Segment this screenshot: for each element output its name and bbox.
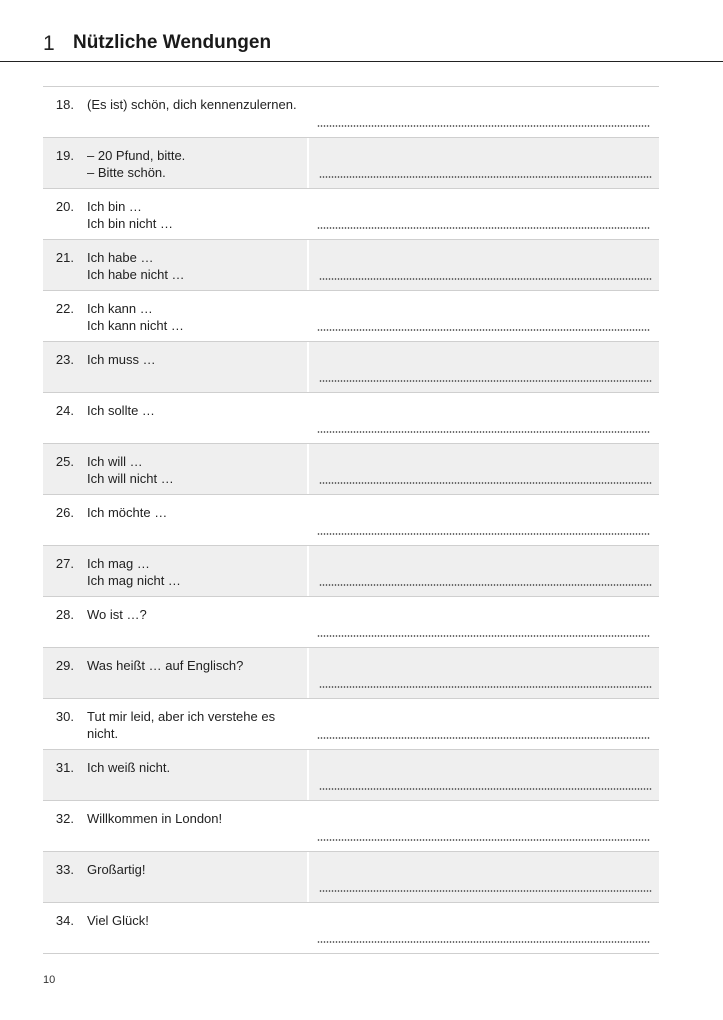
phrase-text — [87, 198, 309, 232]
phrase-line: Ich bin nicht … — [87, 216, 173, 231]
phrase-line: Großartig! — [87, 862, 146, 877]
answer-field[interactable] — [307, 597, 659, 647]
phrase-text — [87, 453, 309, 487]
answer-field[interactable] — [307, 750, 659, 800]
phrase-text — [87, 555, 309, 589]
phrase-line: Ich möchte … — [87, 505, 168, 520]
phrase-number: 23. — [55, 352, 74, 367]
answer-field[interactable] — [307, 495, 659, 545]
dotted-answer-line — [319, 686, 652, 688]
phrase-number: 18. — [55, 97, 74, 112]
dotted-answer-line — [319, 890, 652, 892]
phrase-number: 27. — [55, 556, 74, 571]
phrase-line: Ich kann nicht … — [87, 318, 184, 333]
answer-field[interactable] — [307, 903, 659, 953]
phrase-row — [43, 750, 659, 801]
phrase-line: Ich bin … — [87, 199, 142, 214]
answer-field[interactable] — [307, 189, 659, 239]
phrase-number: 28. — [55, 607, 74, 622]
phrase-text — [87, 708, 309, 742]
phrase-row — [43, 648, 659, 699]
phrase-number: 24. — [55, 403, 74, 418]
phrase-number: 33. — [55, 862, 74, 877]
phrase-line: Viel Glück! — [87, 913, 149, 928]
phrase-row — [43, 291, 659, 342]
phrase-number: 30. — [55, 709, 74, 724]
dotted-answer-line — [319, 788, 652, 790]
phrase-number: 32. — [55, 811, 74, 826]
phrase-line: Ich muss … — [87, 352, 156, 367]
phrase-line: Ich habe nicht … — [87, 267, 185, 282]
answer-field[interactable] — [307, 801, 659, 851]
phrase-line: Ich mag … — [87, 556, 150, 571]
dotted-answer-line — [319, 380, 652, 382]
answer-field[interactable] — [307, 852, 659, 902]
phrase-number: 34. — [55, 913, 74, 928]
dotted-answer-line — [319, 482, 652, 484]
chapter-number: 1 — [43, 32, 55, 55]
phrase-row — [43, 699, 659, 750]
phrase-line: Willkommen in London! — [87, 811, 223, 826]
phrase-text — [87, 249, 309, 283]
dotted-answer-line — [317, 839, 650, 841]
phrase-line: Tut mir leid, aber ich verstehe es — [87, 709, 276, 724]
phrase-row — [43, 189, 659, 240]
phrase-number: 25. — [55, 454, 74, 469]
answer-field[interactable] — [307, 648, 659, 698]
phrase-row — [43, 852, 659, 903]
phrase-table — [43, 86, 659, 954]
phrase-line: (Es ist) schön, dich kennenzulernen. — [87, 97, 297, 112]
phrase-line: Ich mag nicht … — [87, 573, 181, 588]
phrase-row — [43, 597, 659, 648]
phrase-number: 22. — [55, 301, 74, 316]
phrase-text — [87, 351, 309, 368]
dotted-answer-line — [317, 329, 650, 331]
phrase-line: Ich sollte … — [87, 403, 155, 418]
dotted-answer-line — [317, 737, 650, 739]
phrase-number: 19. — [55, 148, 74, 163]
phrase-row — [43, 444, 659, 495]
phrase-row — [43, 240, 659, 291]
phrase-row — [43, 393, 659, 444]
phrase-line: Ich weiß nicht. — [87, 760, 171, 775]
phrase-line: Ich kann … — [87, 301, 153, 316]
phrase-text — [87, 657, 309, 674]
chapter-title: Nützliche Wendungen — [73, 32, 272, 53]
phrase-text — [87, 147, 309, 181]
answer-field[interactable] — [307, 444, 659, 494]
answer-field[interactable] — [307, 291, 659, 341]
phrase-line: Ich will nicht … — [87, 471, 174, 486]
phrase-text — [87, 300, 309, 334]
answer-field[interactable] — [307, 240, 659, 290]
phrase-line: – Bitte schön. — [87, 165, 166, 180]
phrase-text — [87, 402, 309, 419]
phrase-text — [87, 504, 309, 521]
phrase-line: Ich habe … — [87, 250, 154, 265]
phrase-row — [43, 546, 659, 597]
chapter-header — [0, 28, 723, 62]
phrase-line: – 20 Pfund, bitte. — [87, 148, 186, 163]
phrase-number: 20. — [55, 199, 74, 214]
dotted-answer-line — [317, 635, 650, 637]
phrase-row — [43, 495, 659, 546]
dotted-answer-line — [317, 125, 650, 127]
dotted-answer-line — [319, 584, 652, 586]
phrase-number: 21. — [55, 250, 74, 265]
phrase-number: 26. — [55, 505, 74, 520]
phrase-text — [87, 861, 309, 878]
dotted-answer-line — [317, 227, 650, 229]
phrase-row — [43, 138, 659, 189]
dotted-answer-line — [319, 176, 652, 178]
phrase-text — [87, 606, 309, 623]
phrase-text — [87, 912, 309, 929]
phrase-line: nicht. — [87, 726, 119, 741]
phrase-line: Wo ist …? — [87, 607, 147, 622]
phrase-text — [87, 810, 309, 827]
dotted-answer-line — [317, 941, 650, 943]
phrase-row — [43, 801, 659, 852]
phrase-row — [43, 87, 659, 138]
phrase-text — [87, 96, 309, 113]
answer-field[interactable] — [307, 546, 659, 596]
phrase-row — [43, 342, 659, 393]
phrase-text — [87, 759, 309, 776]
phrase-number: 31. — [55, 760, 74, 775]
dotted-answer-line — [319, 278, 652, 280]
answer-field[interactable] — [307, 87, 659, 137]
phrase-row — [43, 903, 659, 954]
phrase-number: 29. — [55, 658, 74, 673]
answer-field[interactable] — [307, 393, 659, 443]
dotted-answer-line — [317, 533, 650, 535]
page-number: 10 — [43, 974, 56, 986]
answer-field[interactable] — [307, 342, 659, 392]
dotted-answer-line — [317, 431, 650, 433]
phrase-line: Was heißt … auf Englisch? — [87, 658, 244, 673]
phrase-line: Ich will … — [87, 454, 143, 469]
answer-field[interactable] — [307, 138, 659, 188]
answer-field[interactable] — [307, 699, 659, 749]
